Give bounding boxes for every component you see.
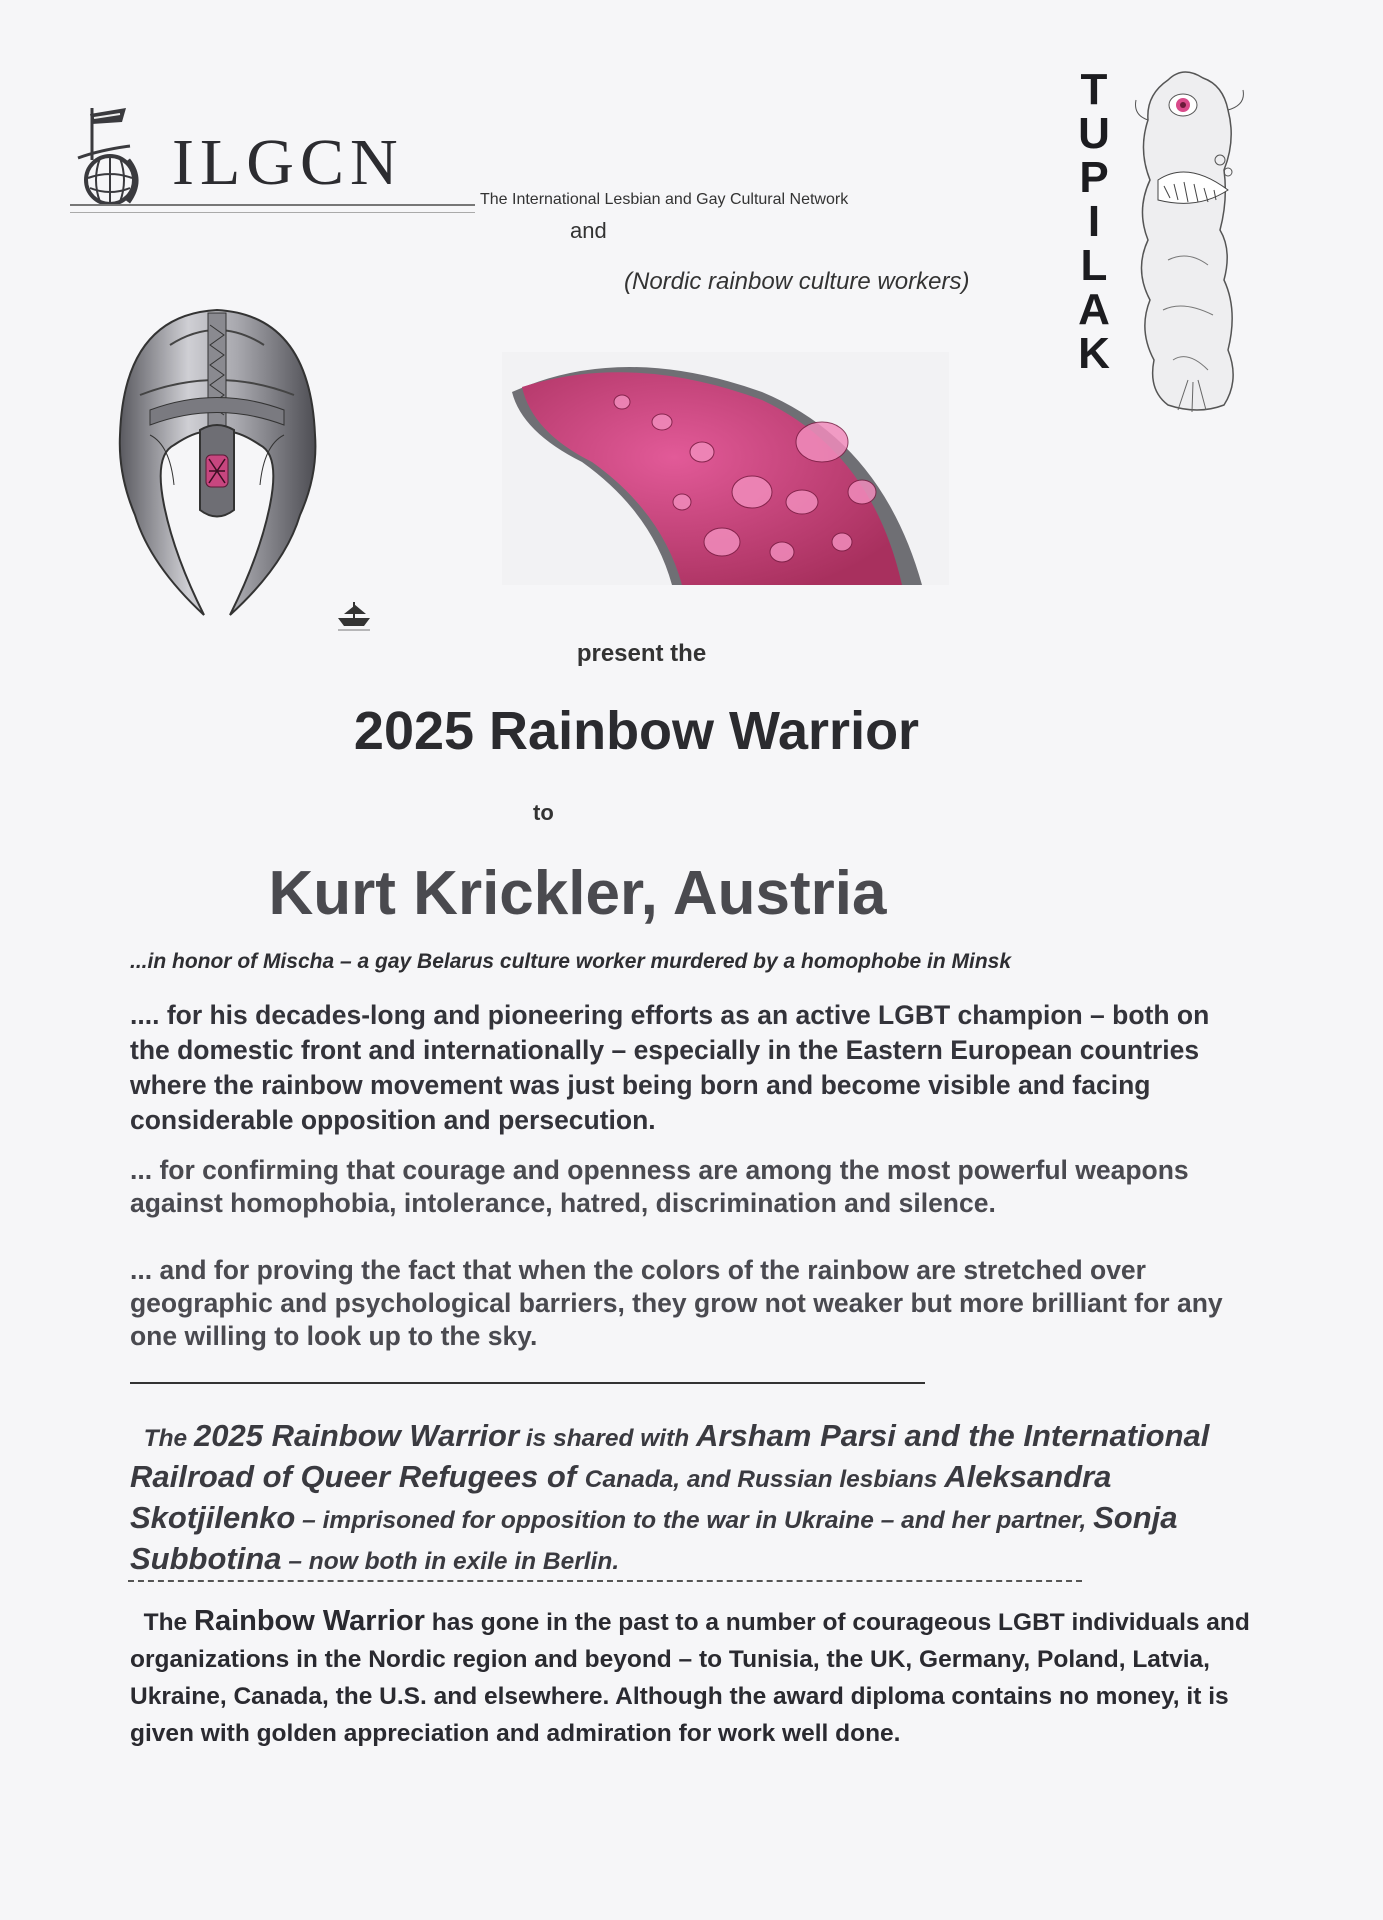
citation-paragraph-2: ... for confirming that courage and openness are among the most powerful weapons against homophobia, intolerance, hatred, discrimination and silence. — [130, 1155, 1189, 1218]
present-text — [0, 640, 1383, 668]
and-text: and — [570, 218, 607, 243]
past-award-name: Rainbow Warrior — [194, 1605, 425, 1637]
shared-text: – imprisoned for opposition to the war in Ukraine – and her partner, — [295, 1507, 1094, 1534]
past-text: has gone in the past to a number of courageous LGBT individuals and organizations in the Nordic region and beyond – to Tunisia, the UK, Germany, Poland, Latvia, Ukraine, Canada, the U.S. and elsewhere. Although the award diploma contains no money, it is given with golden appreciation and admiration for work well done. — [130, 1609, 1250, 1747]
shared-text: of — [538, 1459, 585, 1494]
tupilak-letter: I — [1087, 197, 1101, 246]
dashed-divider — [128, 1580, 1082, 1582]
network-name: The International Lesbian and Gay Cultural Network — [480, 191, 849, 208]
logo-text: ILGCN — [172, 126, 404, 199]
past-recipients-paragraph — [130, 1603, 1270, 1752]
present-label: present the — [576, 640, 707, 667]
tupilak-letter: L — [1080, 241, 1108, 290]
past-text: The — [143, 1609, 194, 1636]
tupilak-letter: A — [1078, 285, 1110, 334]
tupilak-vertical-label — [1074, 65, 1114, 378]
pink-droplets-photo — [502, 352, 949, 585]
shared-text: – now both in exile in Berlin. — [281, 1548, 620, 1575]
shared-text: The — [143, 1425, 194, 1452]
shared-text: Canada, and Russian lesbians — [584, 1466, 945, 1493]
shared-org-name: International Railroad of Queer Refugees — [130, 1418, 1210, 1494]
logo-underline — [70, 204, 475, 213]
ship-globe-icon — [70, 100, 180, 210]
award-title: 2025 Rainbow Warrior — [353, 701, 920, 761]
ilgcn-logo — [70, 100, 480, 220]
ship-stamp-icon — [332, 598, 376, 634]
shared-text: and the — [895, 1418, 1024, 1453]
tupilak-letter: T — [1080, 65, 1108, 114]
to-text: to — [533, 800, 554, 825]
tupilak-letter: U — [1078, 109, 1110, 158]
shared-person-name: Aleksandra Skotjilenko — [130, 1459, 1112, 1535]
tupilak-letter: P — [1079, 153, 1109, 202]
citation-paragraph-3: ... and for proving the fact that when the colors of the rainbow are stretched over geographic and psychological barriers, they grow not weaker but more brilliant for any one willing to look up to the sky. — [130, 1255, 1223, 1351]
divider-line — [130, 1382, 925, 1384]
shared-person-name: Sonja Subbotina — [130, 1500, 1178, 1576]
shared-award-paragraph — [130, 1417, 1270, 1581]
nordic-subtitle: (Nordic rainbow culture workers) — [624, 268, 970, 295]
honor-dedication: ...in honor of Mischa – a gay Belarus culture worker murdered by a homophobe in Minsk — [130, 950, 1012, 973]
citation-paragraph-1: .... for his decades-long and pioneering efforts as an active LGBT champion – both on the domestic front and internationally – especially in the Eastern European countries where the rainbow movement was just being born and become visible and facing considerable opposition and persecution. — [130, 1000, 1210, 1135]
tupilak-figure-illustration — [1128, 60, 1248, 420]
recipient-name: Kurt Krickler, Austria — [268, 859, 887, 928]
viking-helmet-illustration — [110, 305, 325, 620]
shared-text: is shared with — [519, 1425, 697, 1452]
shared-person-name: Arsham Parsi — [696, 1418, 896, 1453]
shared-award-name: 2025 Rainbow Warrior — [194, 1418, 520, 1453]
tupilak-letter: K — [1078, 329, 1110, 378]
